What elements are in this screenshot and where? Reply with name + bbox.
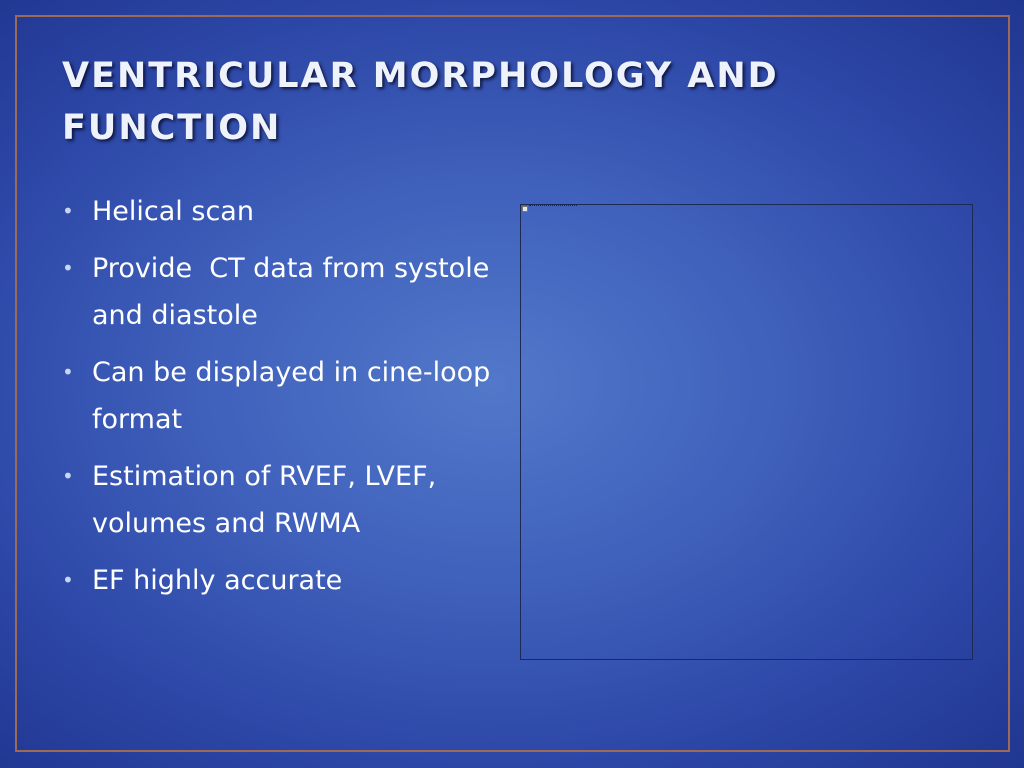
bullet-point-icon: •: [62, 199, 74, 223]
bullet-point-icon: •: [62, 256, 74, 280]
image-caption-line: [529, 205, 577, 210]
image-placeholder: [520, 204, 973, 660]
bullet-text: Provide CT data from systole and diastole: [92, 253, 498, 331]
bullet-item: [60, 453, 500, 547]
bullet-point-icon: •: [62, 568, 74, 592]
bullet-text: Can be displayed in cine-loop format: [92, 357, 491, 435]
bullet-item: [60, 557, 500, 604]
bullet-list: [60, 188, 500, 614]
bullet-point-icon: •: [62, 360, 74, 384]
bullet-text: Helical scan: [92, 196, 254, 227]
bullet-item: [60, 245, 500, 339]
bullet-text: Estimation of RVEF, LVEF, volumes and RWMA: [92, 461, 437, 539]
slide-title: VENTRICULAR MORPHOLOGY AND FUNCTION: [62, 56, 779, 148]
bullet-text: EF highly accurate: [92, 565, 343, 596]
broken-image-icon: [522, 206, 528, 212]
bullet-item: [60, 349, 500, 443]
bullet-item: [60, 188, 500, 235]
bullet-point-icon: •: [62, 464, 74, 488]
